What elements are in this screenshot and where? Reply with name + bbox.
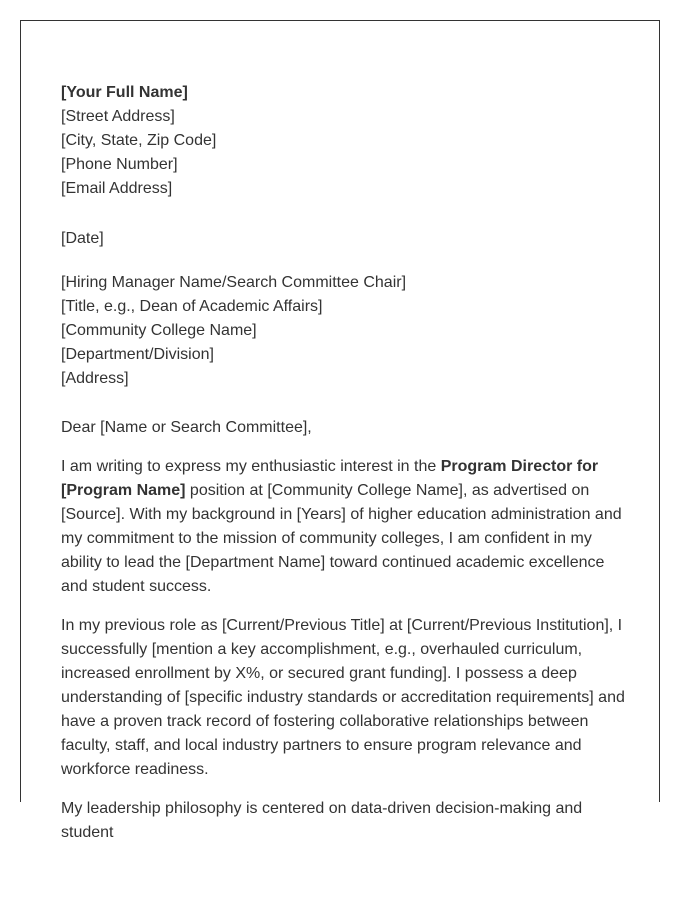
salutation: Dear [Name or Search Committee],	[61, 419, 312, 436]
body-paragraph-2: In my previous role as [Current/Previous Title] at [Current/Previous Institution], I successfully [mention a key accomplishment, e.g., overhauled curriculum, increased enrollment by X%, or secured grant funding]. I possess a deep understanding of [specific industry standards or accreditation requirements] and have a proven track record of fostering collaborative relationships between faculty, staff, and local industry partners to ensure program relevance and workforce readiness.	[61, 617, 625, 778]
paragraph-1-rest: position at [Community College Name], as advertised on [Source]. With my background in [Years] of higher education administration and my commitment to the mission of community colleges, I am confident in my ability to lead the [Department Name] toward continued academic excellence and student success.	[61, 482, 622, 595]
sender-email: [Email Address]	[61, 180, 173, 197]
sender-phone: [Phone Number]	[61, 156, 178, 173]
paragraph-1-intro: I am writing to express my enthusiastic interest in the	[61, 458, 441, 475]
sender-block	[61, 81, 626, 201]
body-paragraph-1	[61, 455, 626, 599]
recipient-block	[61, 271, 626, 391]
letter-date: [Date]	[61, 230, 104, 247]
sender-city-state-zip: [City, State, Zip Code]	[61, 132, 217, 149]
sender-name: [Your Full Name]	[61, 84, 188, 101]
letter-page	[20, 20, 660, 841]
recipient-name: [Hiring Manager Name/Search Committee Chair]	[61, 274, 407, 291]
sender-street: [Street Address]	[61, 108, 175, 125]
recipient-department: [Department/Division]	[61, 346, 214, 363]
salutation-block	[61, 416, 626, 440]
date-block	[61, 227, 626, 251]
recipient-college: [Community College Name]	[61, 322, 257, 339]
body-paragraph-3: My leadership philosophy is centered on data-driven decision-making and student	[61, 800, 583, 841]
recipient-title: [Title, e.g., Dean of Academic Affairs]	[61, 298, 323, 315]
letter-content	[61, 81, 626, 845]
recipient-address: [Address]	[61, 370, 129, 387]
position-title: Program Director for [Program Name]	[61, 458, 599, 499]
